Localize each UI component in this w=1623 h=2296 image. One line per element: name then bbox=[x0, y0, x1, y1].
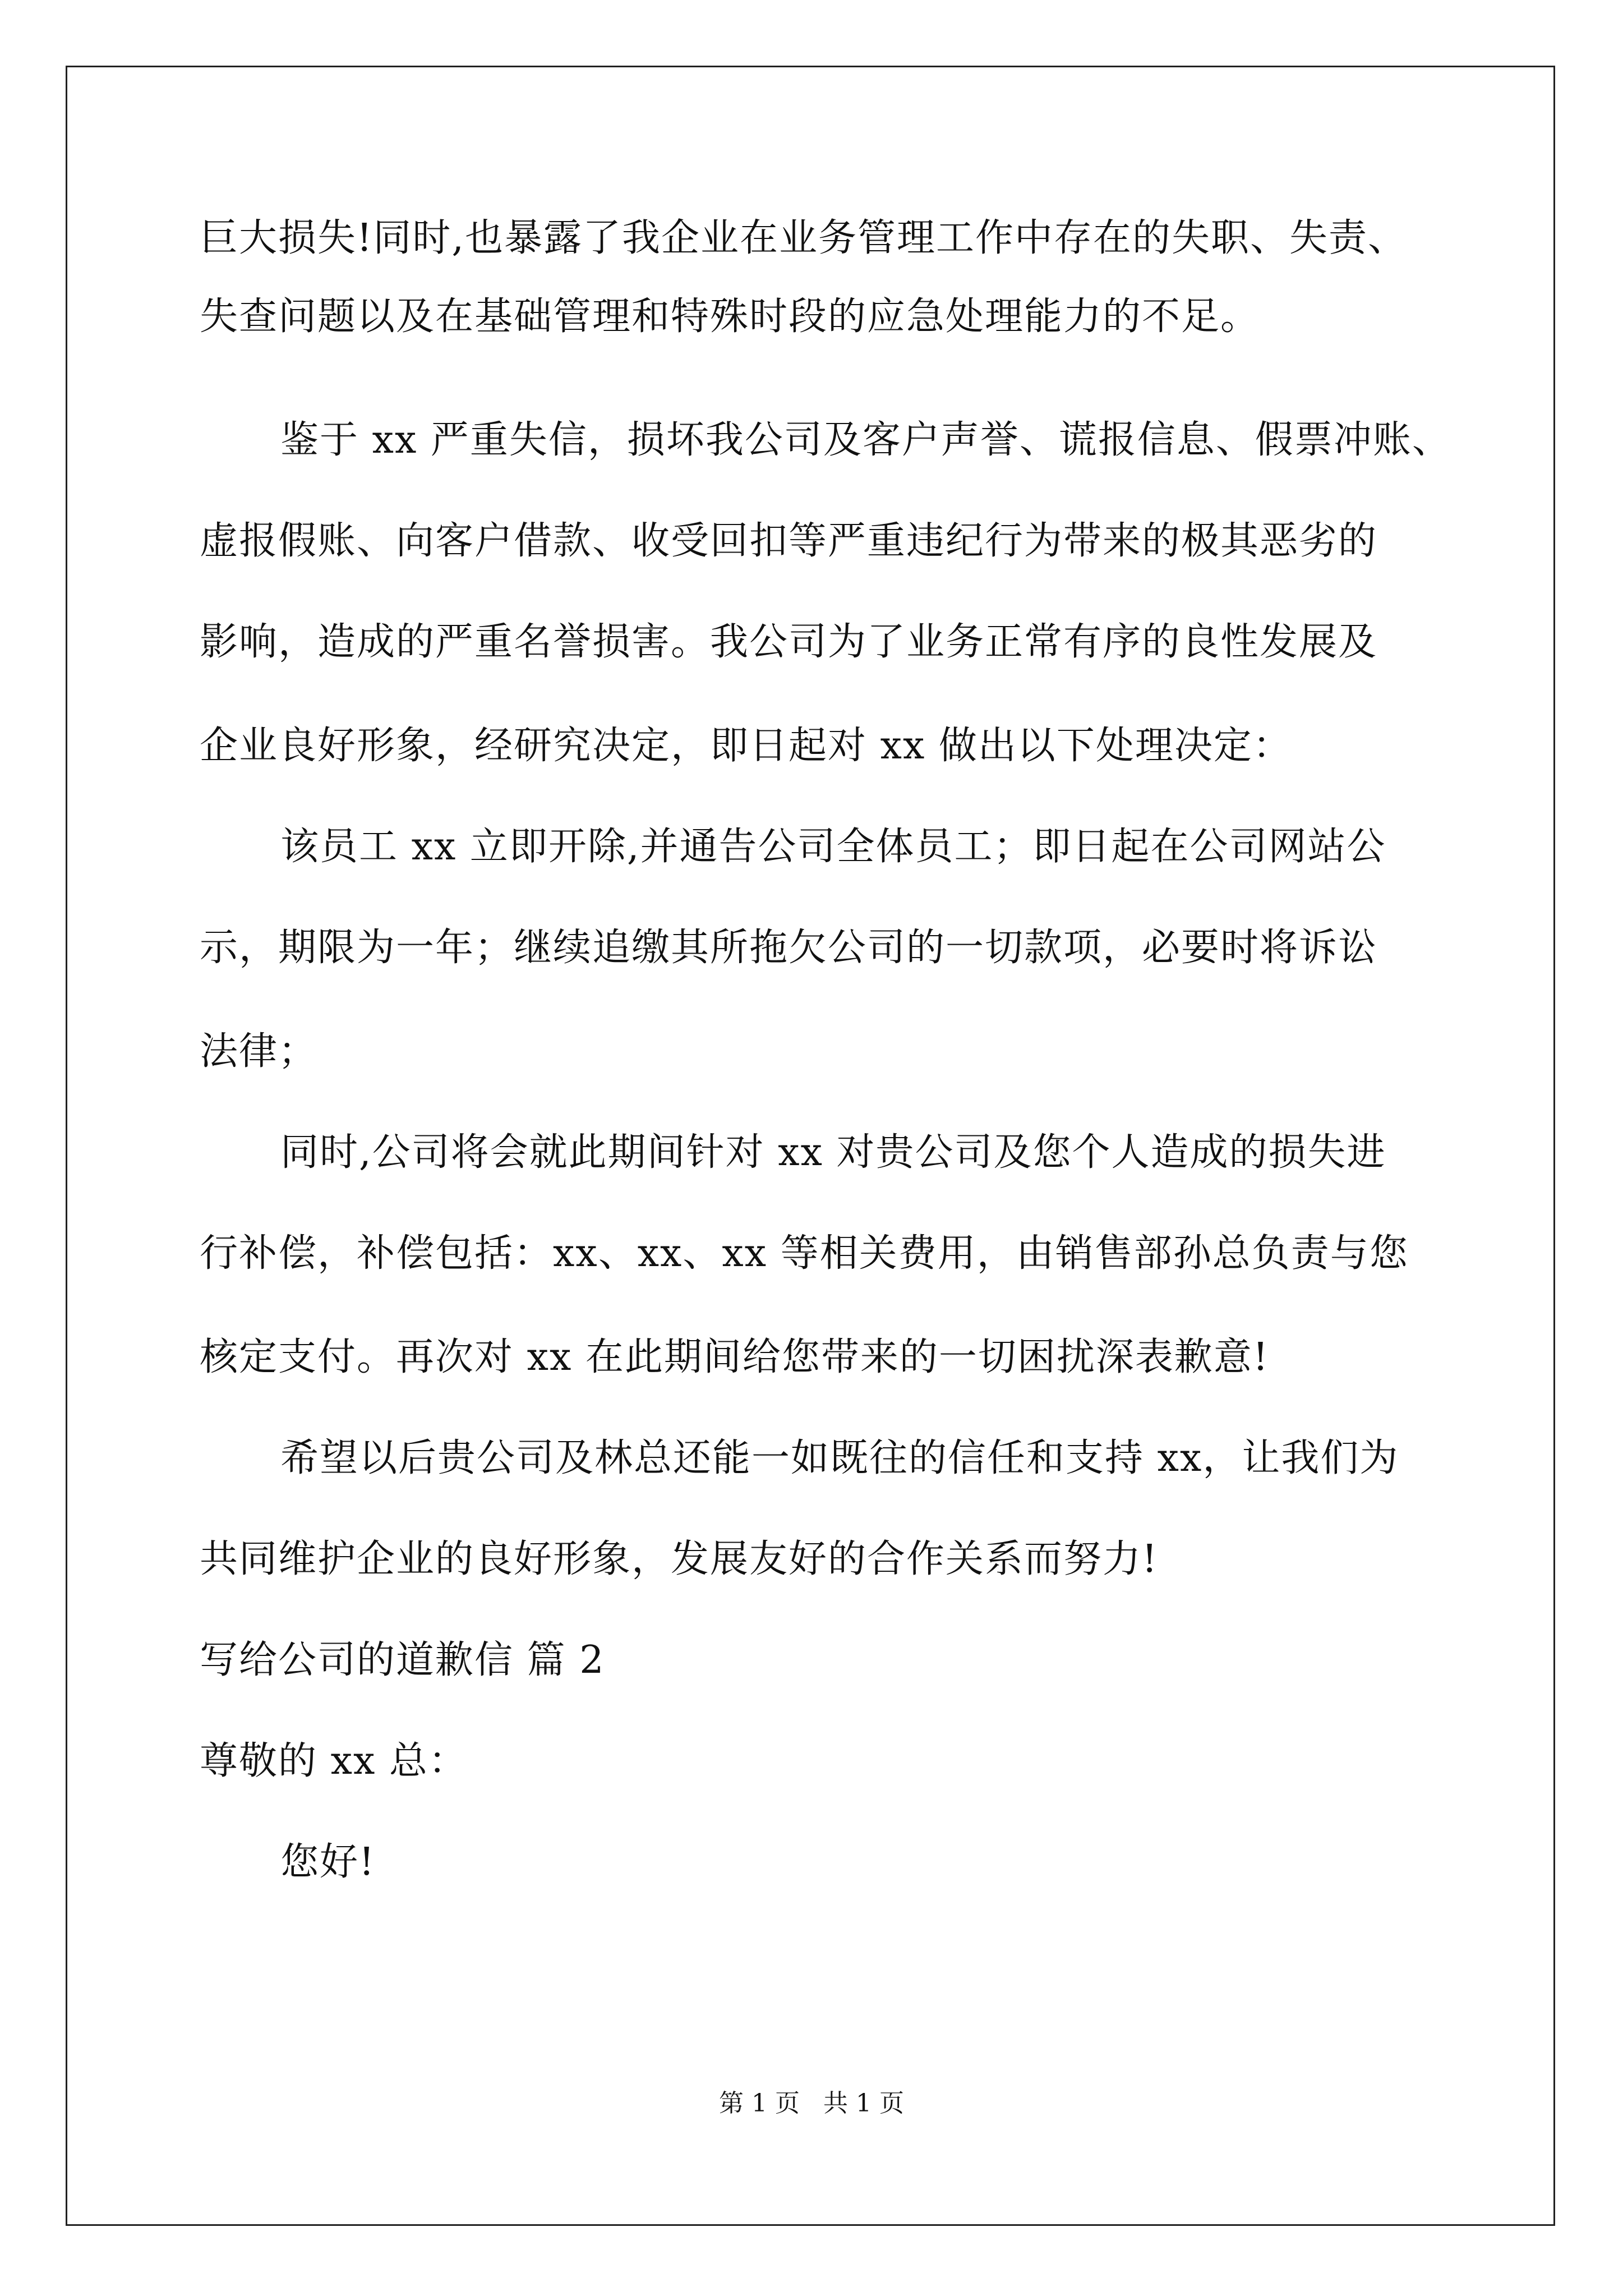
paragraph-line-4: 虚报假账、向客户借款、收受回扣等严重违纪行为带来的极其恶劣的 bbox=[200, 519, 1378, 563]
paragraph-line-14: 共同维护企业的良好形象，发展友好的合作关系而努力! bbox=[200, 1537, 1159, 1581]
page-footer: 第 1 页 共 1 页 bbox=[719, 2089, 904, 2118]
paragraph-line-2: 失查问题以及在基础管理和特殊时段的应急处理能力的不足。 bbox=[200, 295, 1260, 339]
paragraph-line-3: 鉴于 xx 严重失信，损坏我公司及客户声誉、谎报信息、假票冲账、 bbox=[280, 418, 1451, 462]
paragraph-line-5: 影响，造成的严重名誉损害。我公司为了业务正常有序的良性发展及 bbox=[200, 620, 1378, 664]
salutation: 尊敬的 xx 总： bbox=[200, 1739, 468, 1783]
paragraph-line-12: 核定支付。再次对 xx 在此期间给您带来的一切困扰深表歉意! bbox=[200, 1335, 1270, 1379]
paragraph-line-10: 同时,公司将会就此期间针对 xx 对贵公司及您个人造成的损失进 bbox=[280, 1130, 1386, 1175]
paragraph-line-13: 希望以后贵公司及林总还能一如既往的信任和支持 xx，让我们为 bbox=[280, 1436, 1399, 1480]
paragraph-line-9: 法律； bbox=[200, 1029, 318, 1074]
paragraph-line-7: 该员工 xx 立即开除,并通告公司全体员工；即日起在公司网站公 bbox=[280, 825, 1386, 869]
paragraph-line-11: 行补偿，补偿包括：xx、xx、xx 等相关费用，由销售部孙总负责与您 bbox=[200, 1231, 1409, 1276]
greeting: 您好! bbox=[280, 1840, 376, 1884]
paragraph-line-1: 巨大损失!同时,也暴露了我企业在业务管理工作中存在的失职、失责、 bbox=[200, 216, 1407, 260]
paragraph-line-6: 企业良好形象，经研究决定，即日起对 xx 做出以下处理决定： bbox=[200, 724, 1292, 768]
section-heading: 写给公司的道歉信 篇 2 bbox=[200, 1638, 605, 1682]
paragraph-line-8: 示，期限为一年；继续追缴其所拖欠公司的一切款项，必要时将诉讼 bbox=[200, 926, 1378, 970]
